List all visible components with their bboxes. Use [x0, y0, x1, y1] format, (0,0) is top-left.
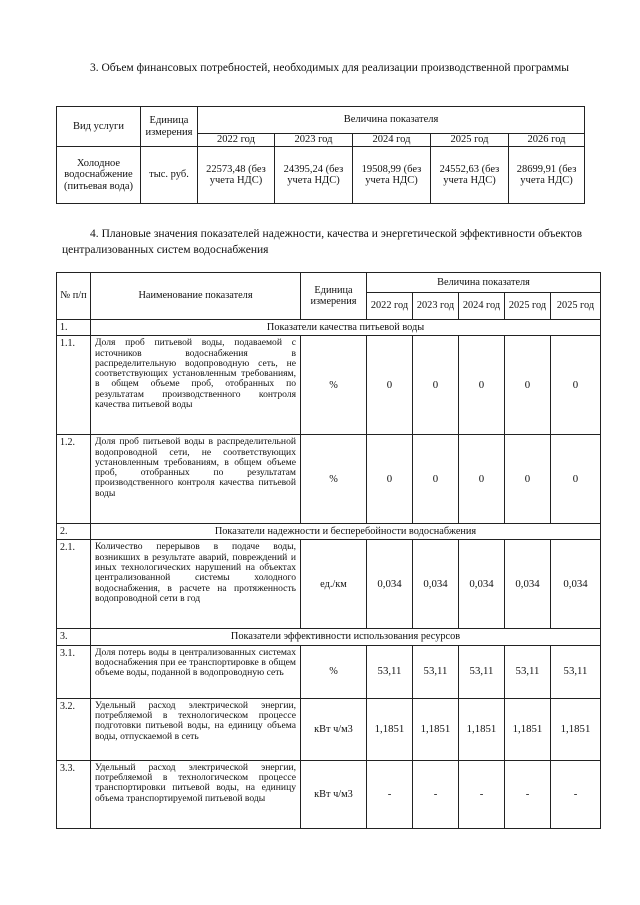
value-cell: -	[459, 760, 505, 828]
year-header: 2025 год	[505, 293, 551, 320]
value-cell: 0	[413, 435, 459, 524]
row-number: 1.1.	[57, 336, 91, 435]
section-title: Показатели эффективности использования ресурсов	[91, 629, 601, 645]
section-title: Показатели надежности и бесперебойности водоснабжения	[91, 524, 601, 540]
section-3-heading: 3. Объем финансовых потребностей, необходимых для реализации производственной программы	[90, 62, 569, 74]
header-name: Наименование показателя	[91, 273, 301, 320]
value-cell: -	[551, 760, 601, 828]
indicator-name: Доля потерь воды в централизованных системах водоснабжения при ее транспортировке в общем объеме воды, поданной в водопроводную сеть	[91, 645, 301, 698]
value-cell: 22573,48 (без учета НДС)	[198, 147, 275, 204]
value-cell: 28699,91 (без учета НДС)	[509, 147, 585, 204]
table-row	[57, 698, 601, 760]
header-value: Величина показателя	[198, 107, 585, 134]
unit-cell: кВт ч/м3	[301, 698, 367, 760]
year-header: 2022 год	[198, 134, 275, 147]
value-cell: 53,11	[551, 645, 601, 698]
section-4-heading: 4. Плановые значения показателей надежности, качества и энергетической эффективности объектов централизованных систем водоснабжения	[62, 228, 582, 256]
value-cell: 0,034	[551, 540, 601, 629]
header-unit: Единица измерения	[141, 107, 198, 147]
header-value: Величина показателя	[367, 273, 601, 293]
value-cell: 0	[367, 336, 413, 435]
financial-needs-table	[56, 106, 585, 204]
value-cell: 0	[551, 435, 601, 524]
value-cell: 53,11	[413, 645, 459, 698]
unit-cell: %	[301, 645, 367, 698]
table-row	[57, 540, 601, 629]
table-row	[57, 760, 601, 828]
row-number: 3.2.	[57, 698, 91, 760]
year-header: 2024 год	[459, 293, 505, 320]
indicator-name: Удельный расход электрической энергии, потребляемой в технологическом процессе подготовки питьевой воды, на единицу объема воды, отпускаемой в сеть	[91, 698, 301, 760]
value-cell: -	[505, 760, 551, 828]
unit-cell: кВт ч/м3	[301, 760, 367, 828]
year-header: 2024 год	[353, 134, 431, 147]
value-cell: 0	[413, 336, 459, 435]
header-unit: Единица измерения	[301, 273, 367, 320]
year-header: 2026 год	[509, 134, 585, 147]
header-no: № п/п	[57, 273, 91, 320]
table-row	[57, 435, 601, 524]
section-number: 1.	[57, 320, 91, 336]
unit-cell: %	[301, 435, 367, 524]
row-number: 1.2.	[57, 435, 91, 524]
value-cell: 0,034	[459, 540, 505, 629]
value-cell: 24552,63 (без учета НДС)	[431, 147, 509, 204]
value-cell: 53,11	[459, 645, 505, 698]
value-cell: 53,11	[505, 645, 551, 698]
value-cell: 1,1851	[413, 698, 459, 760]
section-number: 2.	[57, 524, 91, 540]
unit-cell: тыс. руб.	[141, 147, 198, 204]
indicator-name: Количество перерывов в подаче воды, возникших в результате аварий, повреждений и иных технологических нарушений на объектах централизованной системы холодного водоснабжения, в расчете на протяженность водопроводной сети в год	[91, 540, 301, 629]
value-cell: 0	[505, 435, 551, 524]
value-cell: 0,034	[413, 540, 459, 629]
indicator-name: Доля проб питьевой воды в распределительной водопроводной сети, не соответствующих установленным требованиям, в общем объеме проб, отобранных по результатам производственного контроля качества питьевой воды	[91, 435, 301, 524]
value-cell: -	[367, 760, 413, 828]
value-cell: 1,1851	[459, 698, 505, 760]
value-cell: 0	[459, 435, 505, 524]
year-header: 2025 год	[551, 293, 601, 320]
section-number: 3.	[57, 629, 91, 645]
row-number: 3.1.	[57, 645, 91, 698]
value-cell: 1,1851	[505, 698, 551, 760]
value-cell: 0	[459, 336, 505, 435]
value-cell: 19508,99 (без учета НДС)	[353, 147, 431, 204]
section-title: Показатели качества питьевой воды	[91, 320, 601, 336]
year-header: 2023 год	[275, 134, 353, 147]
service-cell: Холодное водоснабжение (питьевая вода)	[57, 147, 141, 204]
value-cell: 1,1851	[551, 698, 601, 760]
row-number: 2.1.	[57, 540, 91, 629]
value-cell: 0	[367, 435, 413, 524]
value-cell: 24395,24 (без учета НДС)	[275, 147, 353, 204]
value-cell: 0,034	[367, 540, 413, 629]
year-header: 2025 год	[431, 134, 509, 147]
table-row	[57, 645, 601, 698]
unit-cell: %	[301, 336, 367, 435]
value-cell: 0	[505, 336, 551, 435]
year-header: 2023 год	[413, 293, 459, 320]
row-number: 3.3.	[57, 760, 91, 828]
value-cell: 53,11	[367, 645, 413, 698]
value-cell: 0	[551, 336, 601, 435]
indicator-name: Доля проб питьевой воды, подаваемой с источников водоснабжения в распределительную водопроводную сеть, не соответствующих установленным требованиям, в общем объеме проб, отобранных по результатам производственного контроля качества питьевой воды	[91, 336, 301, 435]
year-header: 2022 год	[367, 293, 413, 320]
value-cell: 0,034	[505, 540, 551, 629]
indicators-table	[56, 272, 601, 829]
value-cell: 1,1851	[367, 698, 413, 760]
value-cell: -	[413, 760, 459, 828]
header-service: Вид услуги	[57, 107, 141, 147]
indicator-name: Удельный расход электрической энергии, потребляемой в технологическом процессе транспортировки питьевой воды, на единицу объема транспортируемой питьевой воды	[91, 760, 301, 828]
table-row	[57, 336, 601, 435]
unit-cell: ед./км	[301, 540, 367, 629]
